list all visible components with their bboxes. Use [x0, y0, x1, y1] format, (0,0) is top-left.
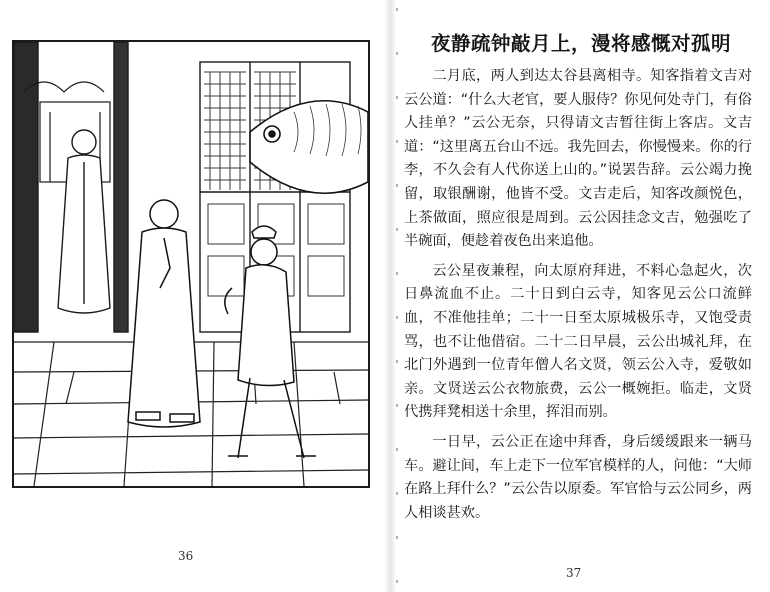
paragraph-3: 一日早，云公正在途中拜香，身后缓缓跟来一辆马车。避让间，车上走下一位军官模样的人，问他：“大师在路上拜什么？”云公告以原委。军官恰与云公同乡，两人相谈甚欢。 — [404, 433, 752, 521]
gutter-marks — [396, 8, 398, 583]
temple-scene-illustration — [14, 42, 368, 486]
illustration-panel — [12, 40, 370, 488]
page-number-left: 36 — [178, 549, 194, 563]
chapter-title: 夜静疏钟敲月上，漫将感慨对孤明 — [430, 32, 731, 55]
page-number-right: 37 — [566, 566, 582, 580]
paragraph-2: 云公星夜兼程，向太原府拜进，不料心急起火，次日鼻流血不止。二十日到白云寺，知客见云公口流鲜血，不准他挂单；二十一日至太原城极乐寺，又饱受责骂，也不让他借宿。二十二日早晨，云公出城礼拜，在北门外遇到一位青年僧人名文贤，领云公入寺，爱敬如亲。文贤送云公衣物旅费，云公一概婉拒。临走，文贤代携拜凳相送十余里，挥泪而别。 — [404, 262, 752, 421]
paragraph-1: 二月底，两人到达太谷县离相寺。知客指着文吉对云公道：“什么大老官，要人服侍？你见何处寺门，有俗人挂单？”云公无奈，只得请文吉暂往街上客店。文吉道：“这里离五台山不远。我先回去，你慢慢来。你的行李，不久会有人代你送上山的。”说罢告辞。云公竭力挽留，取银酬谢，他皆不受。文吉走后，知客改颜悦色，上茶做面，照应很是周到。云公因挂念文吉，勉强吃了半碗面，便趁着夜色出来追他。 — [404, 68, 752, 250]
book-gutter — [384, 0, 396, 592]
body-text — [404, 65, 752, 525]
